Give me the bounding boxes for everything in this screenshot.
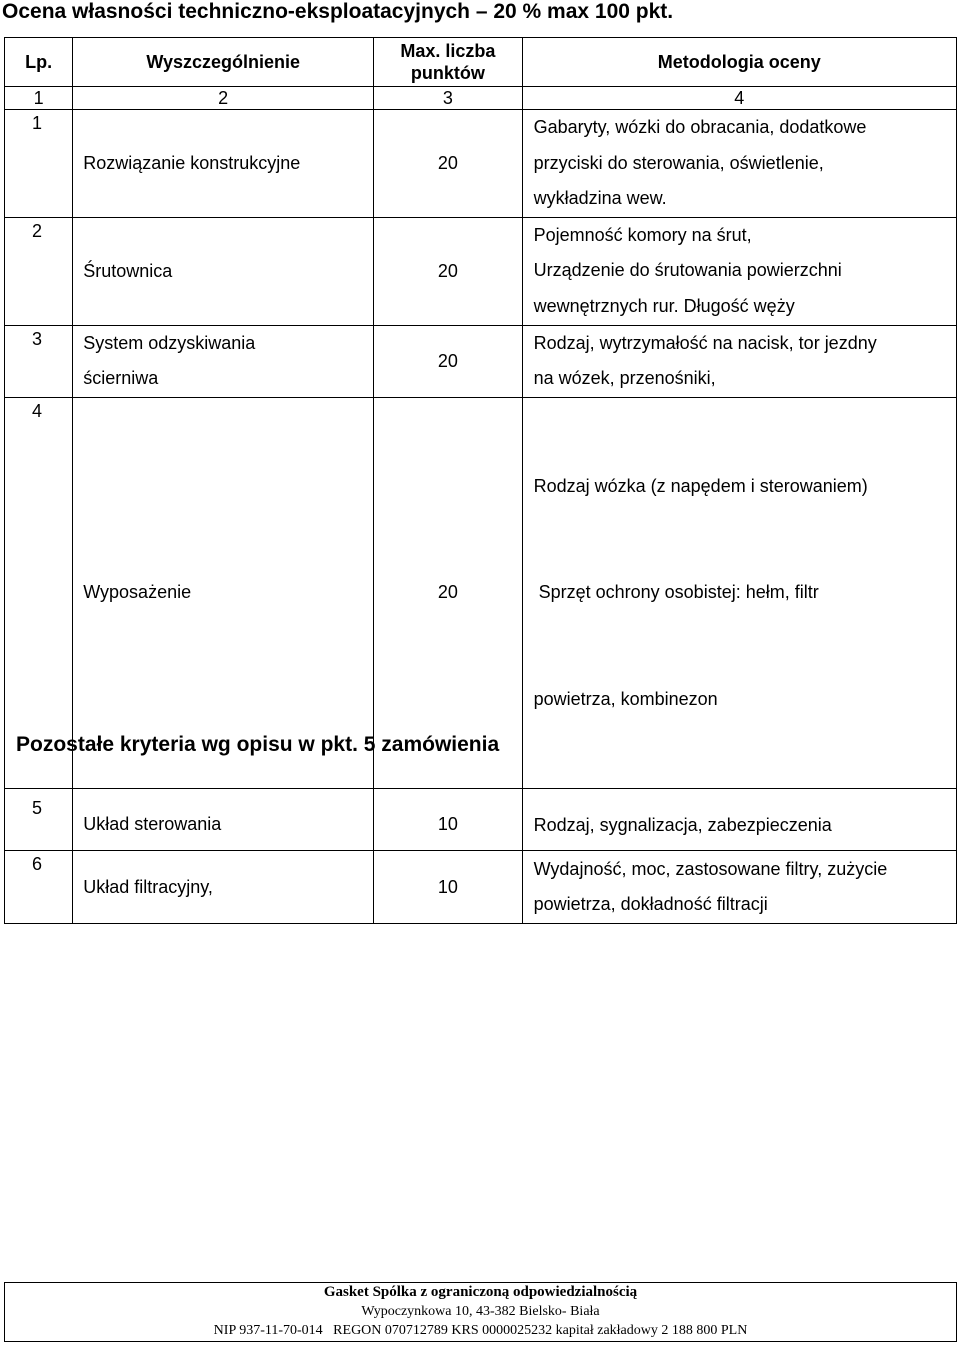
footer-address: Wypoczynkowa 10, 43-382 Bielsko- Biała xyxy=(361,1304,600,1319)
table-row xyxy=(5,397,957,789)
footer-registry: NIP 937-11-70-014 REGON 070712789 KRS 0000025232 kapitał zakładowy 2 188 800 PLN xyxy=(213,1323,748,1338)
item-name-line: System odzyskiwania xyxy=(83,333,256,353)
evaluation-table xyxy=(4,37,957,924)
header-lp: Lp. xyxy=(5,38,73,87)
header-max-points: Max. liczba punktów xyxy=(374,38,522,87)
item-name-line: ścierniwa xyxy=(83,368,159,388)
row-number: 2 xyxy=(5,217,73,325)
methodology-line: przyciski do sterowania, oświetlenie, xyxy=(533,152,824,173)
table-row xyxy=(5,217,957,325)
row-number: 6 xyxy=(5,851,73,924)
row-points: 20 xyxy=(374,397,522,789)
row-points: 20 xyxy=(374,217,522,325)
table-row xyxy=(5,110,957,218)
table-row xyxy=(5,789,957,851)
row-methodology xyxy=(522,397,956,789)
row-number: 3 xyxy=(5,325,73,397)
row-points: 20 xyxy=(374,110,522,218)
header-item: Wyszczególnienie xyxy=(73,38,374,87)
row-points: 10 xyxy=(374,789,522,851)
row-methodology xyxy=(522,325,956,397)
row-methodology xyxy=(522,110,956,218)
methodology-line: wykładzina wew. xyxy=(533,188,667,208)
row-methodology xyxy=(522,789,956,851)
table-header-row xyxy=(5,38,957,87)
methodology-line: Rodzaj, sygnalizacja, zabezpieczenia xyxy=(533,814,832,835)
row-item-name: Śrutownica xyxy=(73,217,374,325)
column-number: 3 xyxy=(374,87,522,110)
row-number: 1 xyxy=(5,110,73,218)
methodology-line: Pojemność komory na śrut, xyxy=(533,224,752,245)
row-number: 4 xyxy=(5,397,73,789)
column-number-row xyxy=(5,87,957,110)
row-item-name: Rozwiązanie konstrukcyjne xyxy=(73,110,374,218)
column-number: 1 xyxy=(5,87,73,110)
footer-company-name: Gasket Spólka z ograniczoną odpowiedzialnością xyxy=(323,1284,638,1300)
row-item-name: Układ filtracyjny, xyxy=(73,851,374,924)
row-points: 20 xyxy=(374,325,522,397)
methodology-line: Rodzaj, wytrzymałość na nacisk, tor jezdny xyxy=(533,333,877,353)
row-item-name xyxy=(73,325,374,397)
row-methodology xyxy=(522,851,956,924)
methodology-line: wewnętrznych rur. Długość węży xyxy=(533,295,795,316)
row-number: 5 xyxy=(5,789,73,851)
methodology-line: powietrza, dokładność filtracji xyxy=(533,894,768,914)
page-title: Ocena własności techniczno-eksploatacyjnych – 20 % max 100 pkt. xyxy=(2,0,674,23)
table-row xyxy=(5,851,957,924)
row-points: 10 xyxy=(374,851,522,924)
column-number: 2 xyxy=(73,87,374,110)
methodology-line: Gabaryty, wózki do obracania, dodatkowe xyxy=(533,117,867,137)
row-item-name: Układ sterowania xyxy=(73,789,374,851)
remaining-criteria-heading: Pozostałe kryteria wg opisu w pkt. 5 zamówienia xyxy=(16,733,500,756)
methodology-line: Rodzaj wózka (z napędem i sterowaniem) xyxy=(533,475,868,496)
column-number: 4 xyxy=(522,87,956,110)
methodology-line: powietrza, kombinezon xyxy=(533,688,718,709)
methodology-line: Wydajność, moc, zastosowane filtry, zużycie xyxy=(533,859,888,879)
methodology-line: na wózek, przenośniki, xyxy=(533,368,716,388)
company-footer xyxy=(4,1282,957,1342)
header-methodology: Metodologia oceny xyxy=(522,38,956,87)
methodology-line: Urządzenie do śrutowania powierzchni xyxy=(533,260,842,281)
row-methodology xyxy=(522,217,956,325)
table-row xyxy=(5,325,957,397)
row-item-name: Wyposażenie xyxy=(73,397,374,789)
methodology-line: Sprzęt ochrony osobistej: hełm, filtr xyxy=(533,582,819,602)
